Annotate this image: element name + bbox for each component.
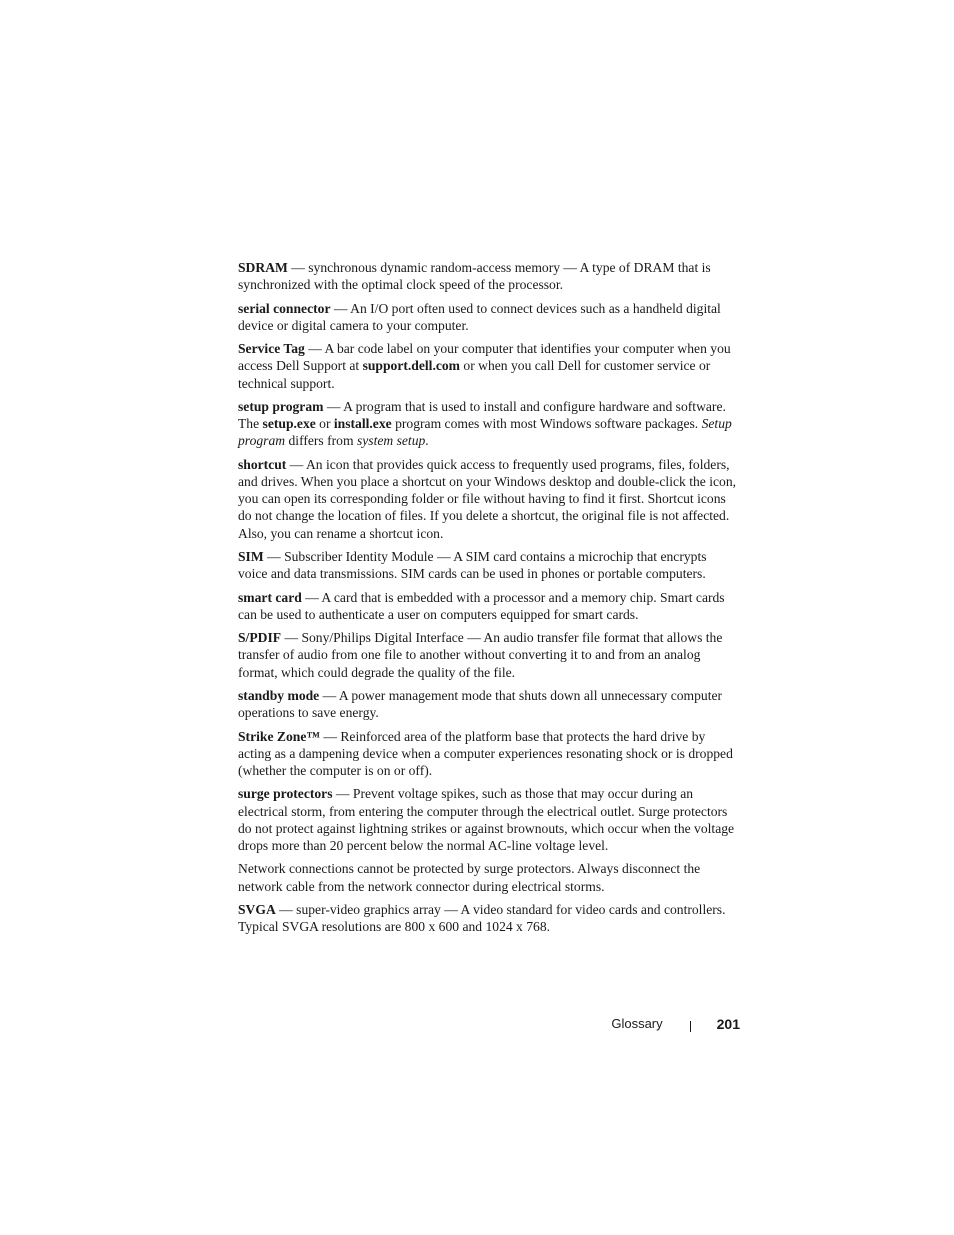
support-url: support.dell.com <box>362 358 461 374</box>
glossary-term: setup program <box>238 398 324 414</box>
glossary-definition: — Sony/Philips Digital Interface — An audio transfer file format that allows the transfer of audio from one file to another without converting it to and from an analog format, which could degrade the quality of the file. <box>238 630 723 680</box>
glossary-definition: — A power management mode that shuts down all unnecessary computer operations to save energy. <box>238 687 723 721</box>
glossary-entry-serial-connector <box>238 300 738 334</box>
footer-section-title: Glossary <box>611 1016 663 1031</box>
glossary-entry-standby-mode <box>238 687 738 721</box>
glossary-entry-setup-program <box>238 398 738 450</box>
glossary-term: surge protectors <box>238 786 333 802</box>
setup-program-emphasis: Setup program <box>238 416 732 449</box>
system-setup-emphasis: system setup <box>356 433 426 449</box>
glossary-definition: program comes with most Windows software packages. <box>391 416 702 432</box>
glossary-definition: or <box>315 416 334 432</box>
setup-exe-filename: setup.exe <box>262 416 316 432</box>
glossary-definition: — Prevent voltage spikes, such as those that may occur during an electrical storm, from entering the computer through the electrical outlet. Surge protectors do not protect against lightning strikes or against brownouts, which occur when the voltage drops more than 20 percent below the normal AC-line voltage level. <box>238 786 735 853</box>
glossary-definition: — Subscriber Identity Module — A SIM card contains a microchip that encrypts voice and data transmissions. SIM cards can be used in phones or portable computers. <box>238 548 707 582</box>
glossary-term: smart card <box>238 589 302 605</box>
glossary-entry-service-tag <box>238 340 738 392</box>
glossary-entry-smart-card <box>238 589 738 623</box>
page-footer <box>611 1014 740 1034</box>
glossary-term: Strike Zone™ <box>238 728 320 744</box>
glossary-term: SIM <box>238 548 264 564</box>
glossary-term: standby mode <box>238 687 320 703</box>
glossary-definition: — Reinforced area of the platform base that protects the hard drive by acting as a dampening device when a computer experiences resonating shock or is dropped (whether the computer is on or off). <box>238 728 733 778</box>
glossary-term: S/PDIF <box>238 630 282 646</box>
glossary-definition: — synchronous dynamic random-access memory — A type of DRAM that is synchronized with the optimal clock speed of the processor. <box>238 260 711 293</box>
glossary-entry-surge-protectors <box>238 785 738 854</box>
glossary-entry-shortcut <box>238 456 738 542</box>
glossary-term: SVGA <box>238 901 276 917</box>
glossary-definition: — A bar code label on your computer that identifies your computer when you access Dell Support at <box>238 341 731 374</box>
glossary-entry-strike-zone <box>238 728 738 780</box>
glossary-entry-spdif <box>238 629 738 681</box>
glossary-term: serial connector <box>238 300 331 316</box>
glossary-entry-sdram <box>238 259 738 293</box>
footer-divider <box>690 1021 691 1032</box>
note-text: Network connections cannot be protected by surge protectors. Always disconnect the network cable from the network connector during electrical storms. <box>238 861 701 894</box>
surge-protector-note <box>238 860 738 894</box>
glossary-definition: . <box>425 433 429 449</box>
page-number: 201 <box>716 1016 740 1032</box>
glossary-definition: — An icon that provides quick access to frequently used programs, files, folders, and drives. When you place a shortcut on your Windows desktop and double-click the icon, you can open its corresponding folder or file without having to find it first. Shortcut icons do not change the location of files. If you delete a shortcut, the original file is not affected. Also, you can rename a shortcut icon. <box>238 456 737 541</box>
glossary-term: SDRAM <box>238 260 288 275</box>
glossary-definition: differs from <box>285 433 357 449</box>
glossary-term: shortcut <box>238 456 287 472</box>
glossary-definition: — super-video graphics array — A video standard for video cards and controllers. Typical SVGA resolutions are 800 x 600 and 1024 x 768. <box>238 901 726 935</box>
glossary-definition: — A card that is embedded with a processor and a memory chip. Smart cards can be used to authenticate a user on computers equipped for smart cards. <box>238 589 725 622</box>
glossary-body <box>238 259 738 942</box>
glossary-term: Service Tag <box>238 341 305 357</box>
glossary-definition: — A program that is used to install and configure hardware and software. The <box>238 398 726 432</box>
glossary-definition: — An I/O port often used to connect devices such as a handheld digital device or digital camera to your computer. <box>238 300 721 333</box>
glossary-definition: or when you call Dell for customer service or technical support. <box>238 358 711 391</box>
glossary-entry-svga <box>238 901 738 935</box>
glossary-entry-sim <box>238 548 738 582</box>
install-exe-filename: install.exe <box>333 416 392 432</box>
